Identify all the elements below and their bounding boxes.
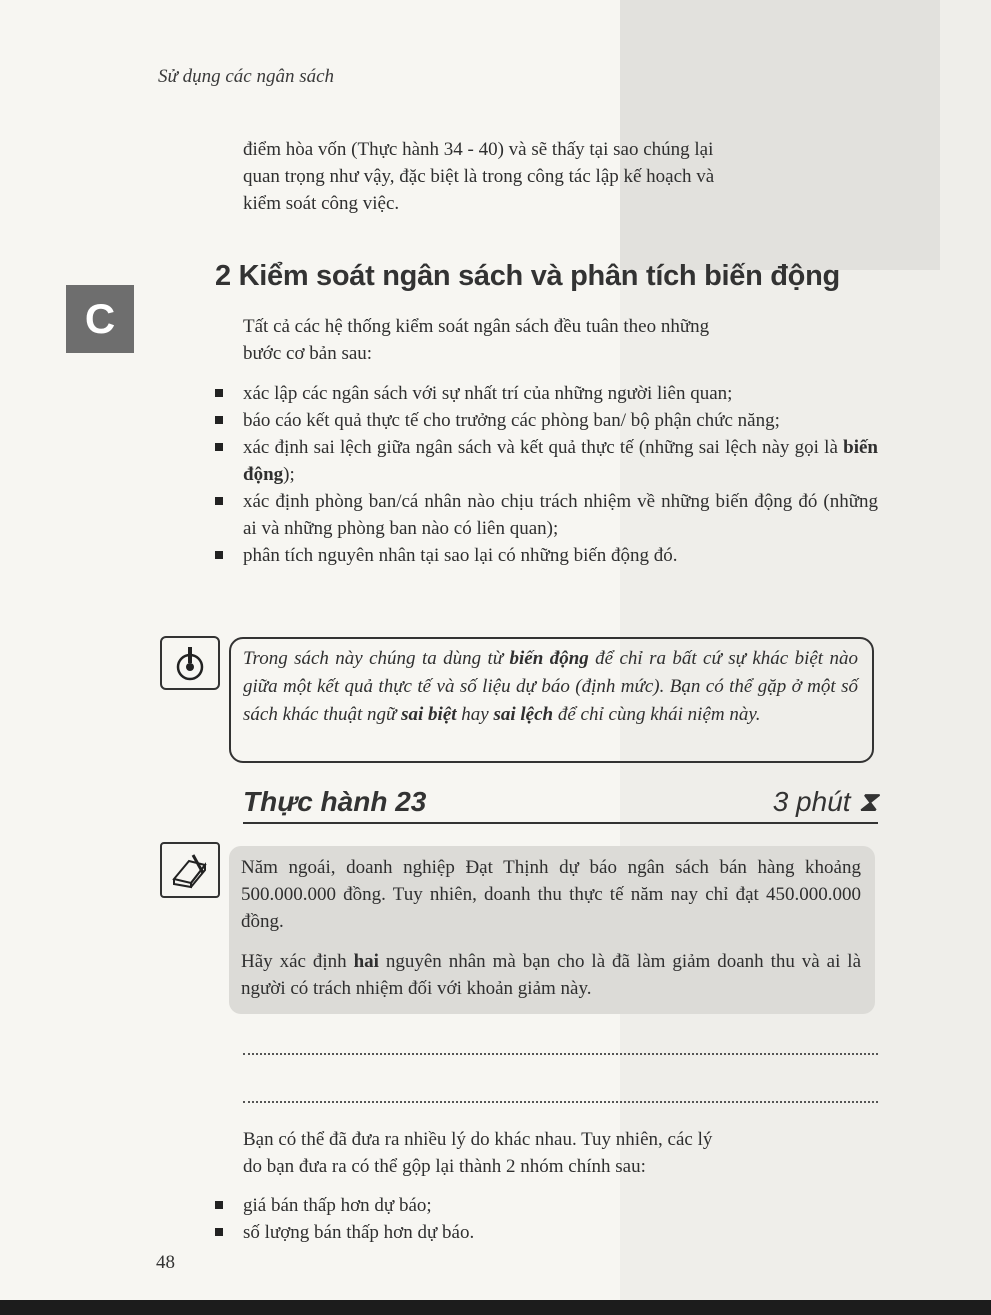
list-item xyxy=(213,1219,878,1246)
bullet-icon xyxy=(215,443,223,451)
bullet-icon xyxy=(215,497,223,505)
list-item-text: giá bán thấp hơn dự báo; xyxy=(243,1195,432,1216)
steps-intro xyxy=(243,313,878,367)
list-item-text: phân tích nguyên nhân tại sao lại có những biến động đó. xyxy=(243,545,678,566)
list-item xyxy=(213,1192,878,1219)
bullet-icon xyxy=(215,416,223,424)
note-text: hay xyxy=(456,704,494,725)
list-item-text: số lượng bán thấp hơn dự báo. xyxy=(243,1222,475,1243)
answer-intro xyxy=(243,1126,878,1180)
list-item xyxy=(213,488,878,542)
bullet-icon xyxy=(215,551,223,559)
hourglass-icon: ⧗ xyxy=(858,786,878,817)
term-bold: biến động xyxy=(509,648,589,669)
running-header: Sử dụng các ngân sách xyxy=(158,66,335,87)
exercise-question xyxy=(241,948,861,1002)
note-box xyxy=(229,637,874,763)
steps-intro-line: Tất cả các hệ thống kiểm soát ngân sách đều tuân theo những xyxy=(243,316,710,337)
list-item xyxy=(213,407,878,434)
exercise-time xyxy=(773,786,878,819)
answer-line[interactable] xyxy=(243,1101,878,1103)
exercise-title: Thực hành 23 xyxy=(243,786,427,817)
term-bold: biến động xyxy=(243,437,878,485)
intro-line: quan trọng như vậy, đặc biệt là trong công tác lập kế hoạch và xyxy=(243,166,715,187)
list-item-text: báo cáo kết quả thực tế cho trưởng các phòng ban/ bộ phận chức năng; xyxy=(243,410,780,431)
bullet-icon xyxy=(215,1201,223,1209)
intro-line: kiểm soát công việc. xyxy=(243,193,400,214)
bullet-icon xyxy=(215,389,223,397)
steps-intro-line: bước cơ bản sau: xyxy=(243,343,373,364)
exercise-text: nguyên nhân mà bạn cho là đã làm giảm doanh thu và ai là người có trách nhiệm đối với khoản giảm này. xyxy=(241,951,861,999)
exercise-time-text: 3 phút xyxy=(772,786,851,817)
list-item-text: xác định sai lệch giữa ngân sách và kết quả thực tế (những sai lệch này gọi là xyxy=(243,437,844,458)
list-item-text: xác định phòng ban/cá nhân nào chịu trách nhiệm về những biến động đó (những ai và những phòng ban nào có liên quan); xyxy=(243,491,878,539)
note-text: để chỉ ra bất cứ sự khác biệt nào giữa một kết quả thực tế và số liệu dự báo (định mức). Bạn có thể gặp ở một số sách khác thuật ngữ xyxy=(243,648,858,725)
exercise-text: Hãy xác định xyxy=(241,951,354,972)
bullet-icon xyxy=(215,1228,223,1236)
term-bold: sai biệt xyxy=(401,704,457,725)
note-text: để chỉ cùng khái niệm này. xyxy=(553,704,761,725)
list-item xyxy=(213,434,878,488)
section-tab: C xyxy=(66,285,134,353)
list-item xyxy=(213,542,878,569)
term-bold: sai lệch xyxy=(493,704,554,725)
note-text: Trong sách này chúng ta dùng từ xyxy=(243,648,510,669)
list-item-text: ); xyxy=(283,464,295,485)
facing-page-dark-block xyxy=(620,0,940,270)
scan-edge xyxy=(0,1300,991,1315)
section-heading: 2 Kiểm soát ngân sách và phân tích biến động xyxy=(215,260,840,292)
answer-intro-line: do bạn đưa ra có thể gộp lại thành 2 nhóm chính sau: xyxy=(243,1156,646,1177)
exercise-question: Năm ngoái, doanh nghiệp Đạt Thịnh dự báo ngân sách bán hàng khoảng 500.000.000 đồng. Tuy nhiên, doanh thu thực tế năm nay chỉ đạt 450.000.000 đồng. xyxy=(241,857,861,932)
notebook-pencil-icon xyxy=(160,842,220,898)
exercise-header xyxy=(243,782,878,824)
answer-line[interactable] xyxy=(243,1053,878,1055)
term-bold: hai xyxy=(353,951,379,972)
intro-paragraph xyxy=(243,136,878,217)
page-number: 48 xyxy=(156,1252,175,1273)
exercise-box xyxy=(229,846,875,1014)
answer-intro-line: Bạn có thể đã đưa ra nhiều lý do khác nhau. Tuy nhiên, các lý xyxy=(243,1129,713,1150)
list-item xyxy=(213,380,878,407)
list-item-text: xác lập các ngân sách với sự nhất trí của những người liên quan; xyxy=(243,383,733,404)
pin-icon xyxy=(160,636,220,690)
steps-list xyxy=(213,380,878,569)
answer-list xyxy=(213,1192,878,1246)
intro-line: điểm hòa vốn (Thực hành 34 - 40) và sẽ thấy tại sao chúng lại xyxy=(243,139,714,160)
